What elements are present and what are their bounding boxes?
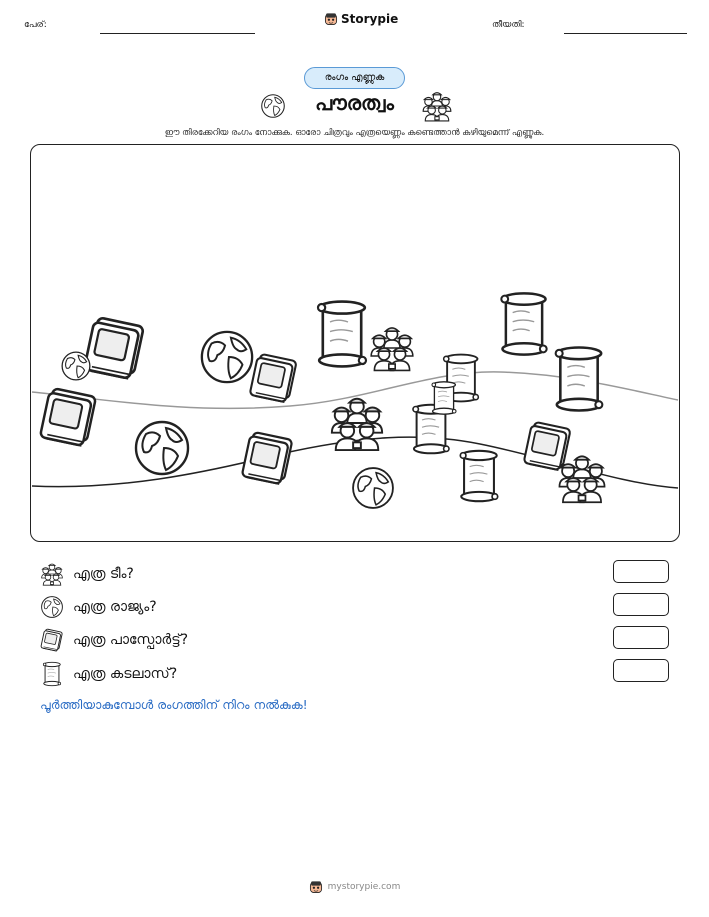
globe-icon	[350, 465, 396, 511]
date-label: തീയതി:	[492, 20, 525, 30]
answer-box-paper[interactable]	[613, 659, 669, 682]
answer-box-team[interactable]	[613, 560, 669, 583]
page-title: പൗരത്വം	[315, 91, 394, 115]
name-line[interactable]	[100, 33, 255, 34]
question-passport	[40, 628, 188, 652]
scroll-icon	[310, 298, 374, 370]
activity-badge: രംഗം എണ്ണുക	[304, 67, 405, 89]
team-icon	[556, 450, 608, 506]
date-line[interactable]	[564, 33, 687, 34]
question-paper	[40, 661, 177, 687]
instructions: ഈ തിരക്കേറിയ രംഗം നോക്കുക. ഓരോ ചിത്രവും എത്രയെണ്ണം കണ്ടെത്താൻ കഴിയുമെന്ന് എണ്ണുക.	[164, 128, 545, 138]
mascot-icon	[309, 880, 323, 894]
question-team	[40, 562, 134, 586]
scroll-icon	[494, 290, 554, 358]
scroll-icon	[428, 380, 460, 416]
scroll-icon	[454, 448, 504, 504]
finish-note: പൂർത്തിയാകുമ്പോൾ രംഗത്തിന് നിറം നൽകുക!	[40, 697, 308, 712]
question-text: എത്ര രാജ്യം?	[73, 599, 157, 615]
question-country	[40, 595, 157, 619]
passport-icon	[240, 430, 296, 486]
scroll-icon	[548, 344, 610, 414]
globe-icon	[132, 418, 192, 478]
footer	[0, 880, 709, 894]
team-icon	[328, 392, 386, 454]
team-icon	[40, 562, 64, 586]
answer-box-country[interactable]	[613, 593, 669, 616]
brand-logo	[324, 12, 398, 26]
name-label: പേര്:	[24, 20, 47, 30]
team-icon	[368, 318, 416, 378]
answer-box-passport[interactable]	[613, 626, 669, 649]
mascot-icon	[324, 12, 338, 26]
brand-name: Storypie	[341, 12, 399, 26]
question-text: എത്ര ടീം?	[73, 566, 134, 582]
question-text: എത്ര കടലാസ്?	[73, 666, 178, 682]
scroll-icon	[40, 661, 64, 687]
passport-icon	[38, 386, 100, 448]
team-icon	[421, 90, 453, 122]
globe-icon	[198, 328, 256, 386]
globe-icon	[40, 595, 64, 619]
question-text: എത്ര പാസ്പോർട്ട്?	[73, 632, 189, 648]
footer-url[interactable]: mystorypie.com	[327, 882, 401, 892]
passport-icon	[40, 628, 64, 652]
globe-icon	[60, 350, 92, 382]
